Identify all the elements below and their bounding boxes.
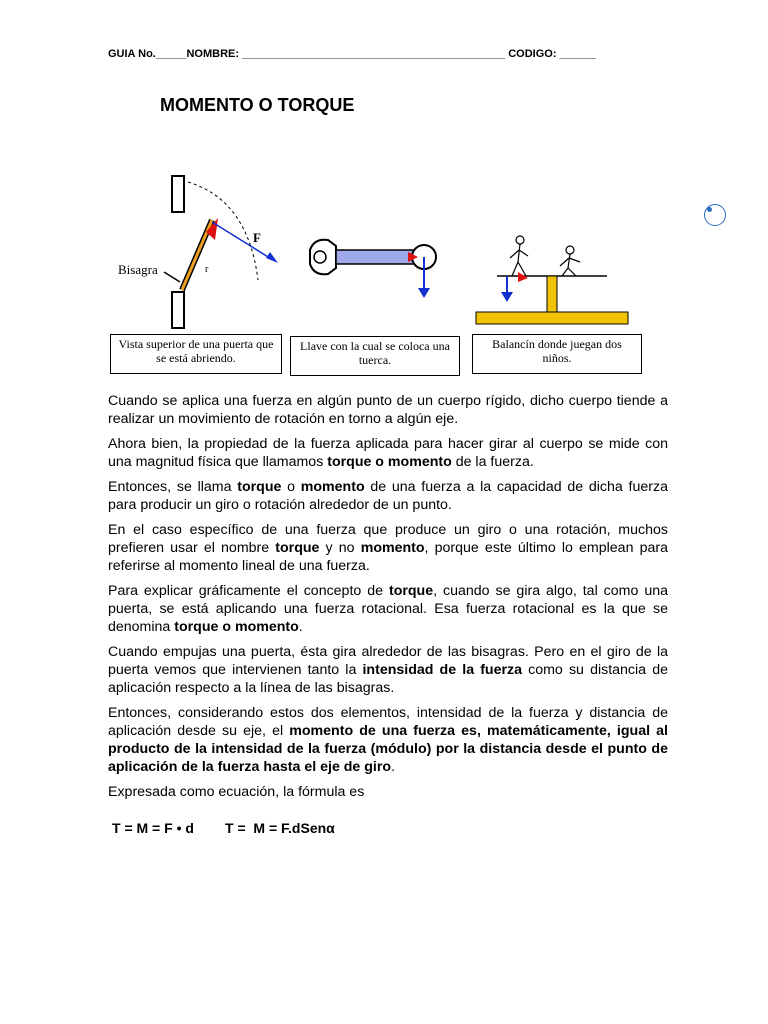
text-run: Entonces, considerando estos dos elementos, intensidad de la fuerza y distancia de aplicación desde su eje, el [108, 705, 668, 739]
paragraph [108, 521, 668, 575]
bold-term: momento [300, 479, 365, 495]
wrench-caption: Llave con la cual se coloca una tuerca. [290, 336, 460, 376]
text-run: de una fuerza a la capacidad de dicha fuerza para producir un giro o rotación alrededor de un punto. [108, 479, 668, 513]
text-run: Ahora bien, la propiedad de la fuerza aplicada para hacer girar al cuerpo se mide con una magnitud física que llamamos [108, 436, 668, 470]
equation: T = M = F • d T = M = F.dSenα [112, 820, 335, 836]
paragraph [108, 392, 668, 428]
text-run: En el caso específico de una fuerza que produce un giro o una rotación, muchos prefieren usar el nombre [108, 522, 668, 556]
bold-term: torque [237, 479, 282, 495]
door-figure [108, 170, 288, 330]
text-run: . [391, 759, 396, 775]
guia-label: GUIA No. [108, 48, 156, 60]
codigo-label: CODIGO: [508, 48, 557, 60]
paragraph [108, 783, 668, 801]
bold-term: torque [388, 583, 434, 599]
paragraph [108, 478, 668, 514]
wrench-figure [300, 230, 450, 305]
header-line: GUIA No._____NOMBRE: ___________________________________________ CODIGO: ______ [108, 48, 597, 60]
paragraph [108, 704, 668, 776]
bold-term: intensidad de la fuerza [362, 662, 522, 678]
text-run: o [281, 479, 301, 495]
bold-term: torque [275, 540, 320, 556]
navigation-circle-icon[interactable] [704, 204, 726, 226]
paragraph [108, 582, 668, 636]
paragraph [108, 435, 668, 471]
body-text [108, 392, 668, 808]
page-title: MOMENTO O TORQUE [160, 95, 355, 115]
text-run: Para explicar gráficamente el concepto de [108, 583, 389, 599]
nombre-label: NOMBRE: [186, 48, 240, 60]
text-run: como su distancia de aplicación respecto a la línea de las bisagras. [108, 662, 668, 696]
paragraph [108, 643, 668, 697]
text-run: , porque este último lo emplean para referirse al momento lineal de una fuerza. [108, 540, 668, 574]
text-run: Entonces, se llama [108, 479, 238, 495]
seesaw-caption: Balancín donde juegan dos niños. [472, 334, 642, 374]
text-run: Cuando se aplica una fuerza en algún punto de un cuerpo rígido, dicho cuerpo tiende a realizar un movimiento de rotación en torno a algún eje. [108, 393, 668, 427]
text-run: Expresada como ecuación, la fórmula es [108, 784, 365, 800]
text-run: Cuando empujas una puerta, ésta gira alrededor de las bisagras. Pero en el giro de la puerta vemos que intervienen tanto la [108, 644, 668, 678]
label-f: F [253, 230, 261, 245]
label-bisagra: Bisagra [118, 262, 158, 277]
text-run: y no [319, 540, 361, 556]
door-caption: Vista superior de una puerta que se está abriendo. [110, 334, 282, 374]
text-run: . [298, 619, 303, 635]
text-run: , cuando se gira algo, tal como una puerta, se está aplicando una fuerza rotacional. Esa fuerza rotacional es la que se denomina [108, 583, 668, 635]
seesaw-figure [472, 228, 632, 328]
bold-term: momento [360, 540, 425, 556]
label-r: r [205, 264, 209, 275]
bold-term: torque o momento [327, 454, 452, 470]
bold-term: torque o momento [174, 619, 299, 635]
bold-term: momento de una fuerza es, matemáticamente, igual al producto de la intensidad de la fuerza (módulo) por la distancia desde el punto de aplicación de la fuerza hasta el eje de giro [108, 723, 668, 775]
text-run: de la fuerza. [451, 454, 534, 470]
